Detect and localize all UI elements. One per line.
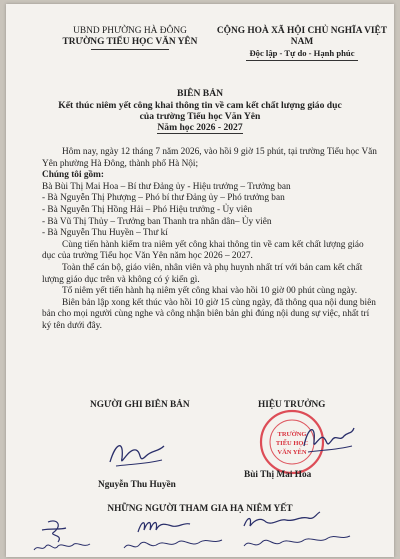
recorder-label: NGƯỜI GHI BIÊN BẢN xyxy=(90,400,190,410)
member-item: - Bà Vũ Thị Thủy – Trưởng ban Thanh tra nhân dân– Ủy viên xyxy=(42,216,272,227)
motto-underline xyxy=(246,60,358,61)
removal-paragraph: Tổ niêm yết tiến hành hạ niêm yết công khai vào hồi 10 giờ 00 phút cùng ngày. xyxy=(62,286,358,297)
participants-label: NHỮNG NGƯỜI THAM GIA HẠ NIÊM YẾT xyxy=(107,504,293,514)
member-item: - Bà Nguyễn Thị Phượng – Phó bí thư Đảng ủy – Phó trưởng ban xyxy=(42,193,285,204)
national-heading xyxy=(212,26,392,61)
document-body xyxy=(42,147,378,333)
member-item: - Bà Nguyễn Thị Hồng Hải – Phó Hiệu trưởng - Ủy viên xyxy=(42,204,253,215)
issuing-organization xyxy=(50,26,210,50)
participant-signature xyxy=(236,508,356,554)
recorder-name: Nguyễn Thu Huyền xyxy=(98,480,176,490)
principal-label: HIỆU TRƯỞNG xyxy=(258,400,326,410)
seal-text-bottom: VĂN YÊN xyxy=(277,449,307,456)
national-motto: Độc lập - Tự do - Hạnh phúc xyxy=(249,48,355,58)
recorder-signature xyxy=(102,434,172,474)
principal-signature xyxy=(298,416,358,460)
document-page xyxy=(6,4,394,557)
ward-name: UBND PHƯỜNG HÀ ĐÔNG xyxy=(73,26,187,36)
header-underline xyxy=(91,49,169,50)
document-subject: Kết thúc niêm yết công khai thông tin về cam kết chất lượng giáo dục xyxy=(58,100,342,111)
participant-signature xyxy=(28,516,98,556)
country-name: CỘNG HOÀ XÃ HỘI CHỦ NGHĨA VIỆT NAM xyxy=(216,26,388,47)
closing-paragraph: Biên bản lập xong kết thúc vào hồi 10 giờ 15 cùng ngày, đã thông qua nội dung biên bản cho mọi người cùng nghe và công nhận biên bản ghi đúng nội dung sự việc, nhất trí ký tên dưới đây. xyxy=(42,297,376,331)
inspection-paragraph: Cùng tiến hành kiểm tra niêm yết công khai thông tin về cam kết chất lượng giáo dục của trường Tiểu học Văn Yên năm học 2026 – 2027. xyxy=(42,239,364,262)
document-type: BIÊN BẢN xyxy=(176,88,224,99)
members-heading: Chúng tôi gồm: xyxy=(42,170,104,181)
member-item: - Bà Nguyễn Thu Huyền – Thư kí xyxy=(42,228,168,239)
seal-text-top: TRƯỜNG xyxy=(277,431,307,438)
document-subject-school: của trường Tiểu học Văn Yên xyxy=(139,111,261,122)
school-name: TRƯỜNG TIỂU HỌC VĂN YÊN xyxy=(62,37,198,47)
principal-name: Bùi Thị Mai Hoa xyxy=(244,470,312,480)
agreement-paragraph: Toàn thể cán bộ, giáo viên, nhân viên và phụ huynh nhất trí với bản cam kết chất lượng giáo dục trên và không có ý kiến gì. xyxy=(42,262,363,285)
intro-paragraph: Hôm nay, ngày 12 tháng 7 năm 2026, vào hồi 9 giờ 15 phút, tại trường Tiểu học Văn Yên phường Hà Đông, thành phố Hà Nội; xyxy=(42,147,377,169)
school-year xyxy=(6,122,394,133)
seal-text-mid: TIỂU HỌC xyxy=(275,440,309,447)
member-item: Bà Bùi Thị Mai Hoa – Bí thư Đảng ủy - Hiệu trưởng – Trưởng ban xyxy=(42,181,291,192)
school-year-text: Năm học 2026 - 2027 xyxy=(157,122,243,133)
participant-signature xyxy=(118,514,228,556)
